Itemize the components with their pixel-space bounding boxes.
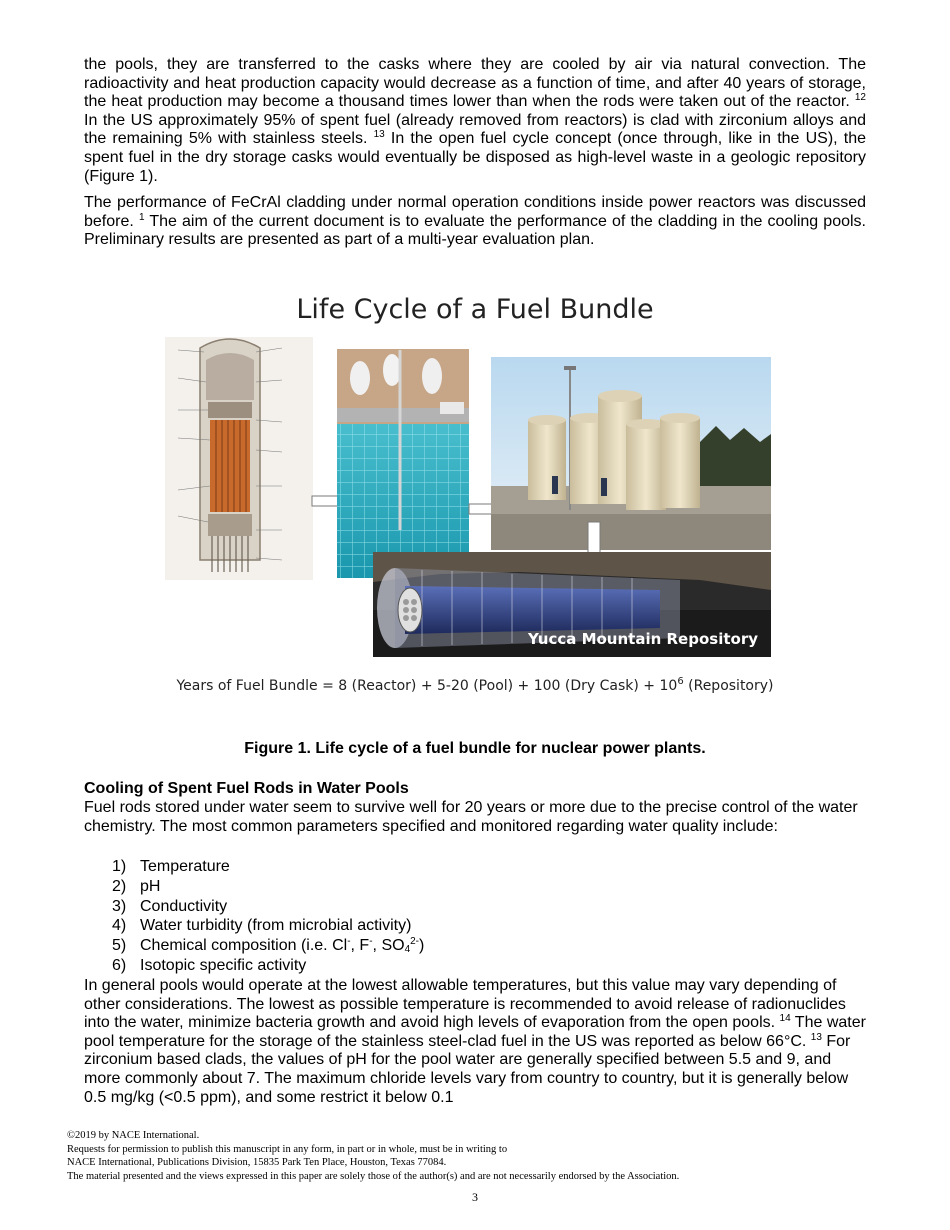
list-item: 2) pH (112, 877, 161, 895)
figure-caption: Figure 1. Life cycle of a fuel bundle for nuclear power plants. (244, 740, 706, 757)
footer-copyright: ©2019 by NACE International. (67, 1130, 200, 1141)
paragraph-aim: The performance of FeCrAl cladding under normal operation conditions inside power reactors was discussed before. $^1$ The aim of the current document is to evaluate the performance of the cladding in the cooling pools. Preliminary results are presented as part of a multi-year evaluation plan. (84, 194, 866, 249)
spent-fuel-pool-photo (337, 349, 469, 578)
repository-render (373, 552, 771, 657)
citation-ref: 12 (854, 92, 866, 104)
section-intro: Fuel rods stored under water seem to survive well for 20 years or more due to the precise control of the water chemistry. The most common parameters specified and monitored regarding water quality include: (84, 799, 858, 835)
list-item: 6) Isotopic specific activity (112, 956, 307, 974)
figure-formula: Years of Fuel Bundle = 8 (Reactor) + 5-20 (Pool) + 100 (Dry Cask) + $10^6$ (Repository) (176, 676, 774, 694)
footer-address: NACE International, Publications Division, 15835 Park Ten Place, Houston, Texas 77084. (67, 1157, 447, 1169)
footer-disclaimer: The material presented and the views expressed in this paper are solely those of the author(s) and are not necessarily endorsed by the Association. (67, 1170, 680, 1182)
repository-label: Yucca Mountain Repository (528, 630, 758, 648)
dry-cask-storage-photo (491, 357, 771, 550)
section-heading: Cooling of Spent Fuel Rods in Water Pools (84, 780, 409, 797)
footer-permission: Requests for permission to publish this manuscript in any form, in part or in whole, must be in writing to (67, 1143, 508, 1155)
list-item: 1) Temperature (112, 858, 230, 875)
figure-illustration (160, 290, 790, 670)
list-item: 3) Conductivity (112, 897, 228, 915)
citation-ref: 13 (810, 1031, 822, 1043)
paragraph-pool-conditions: In general pools would operate at the lowest allowable temperatures, but this value may vary depending of other considerations. The lowest as possible temperature is recommended to avoid release of radionuclides into the water, minimize bacteria growth and avoid high levels of evaporation from the open pools. $^{14}$ The water pool temperature for the storage of the stainless steel-clad fuel in the US was reported as below 66°C. $^{13}$ For zirconium based clads, the values of pH for the pool water are generally specified between 5.5 and 9, and more commonly about 7. The maximum chloride levels vary from country to country, but it is generally below 0.5 mg/kg (<0.5 ppm), and some restrict it below 0.1 (84, 977, 866, 1106)
citation-ref: 1 (138, 211, 145, 223)
figure-life-cycle (160, 290, 790, 710)
list-item: 4) Water turbidity (from microbial activity) (112, 917, 412, 935)
page-number: 3 (472, 1190, 478, 1204)
water-quality-parameters-list (100, 857, 424, 976)
figure-title: Life Cycle of a Fuel Bundle (296, 294, 654, 325)
paragraph-intro: the pools, they are transferred to the casks where they are cooled by air via natural convection. The radioactivity and heat production capacity would decrease as a function of time, and after 40 years of storage, the heat production may become a thousand times lower than when the rods were taken out of the reactor. $^{12}$ In the US approximately 95% of spent fuel (already removed from reactors) is clad with zirconium alloys and the remaining 5% with stainless steels. $^{13}$ In the open fuel cycle concept (once through, like in the US), the spent fuel in the dry storage casks would eventually be disposed as high-level waste in a geologic repository (Figure 1). (84, 56, 867, 185)
reactor-vessel-diagram (165, 337, 313, 580)
citation-ref: 13 (373, 129, 385, 141)
citation-ref: 14 (779, 1013, 791, 1025)
copyright-footer (67, 1129, 679, 1183)
list-item: 5) Chemical composition (i.e. Cl-, F-, $SO_4^{2-}$) (112, 936, 425, 956)
